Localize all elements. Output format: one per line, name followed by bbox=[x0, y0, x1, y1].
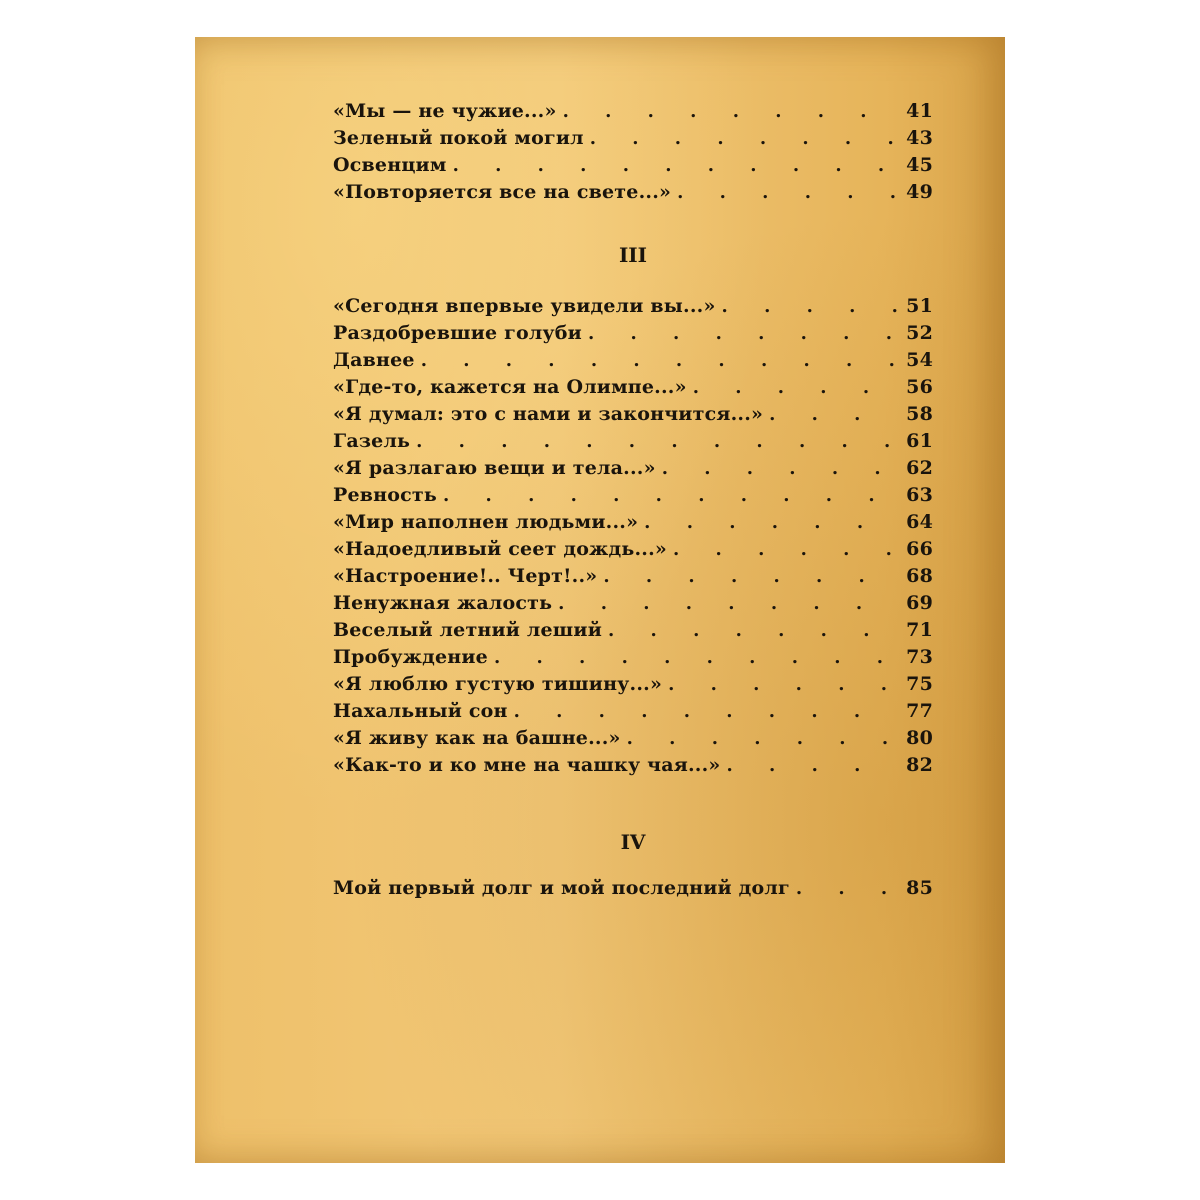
toc-entry-title: «Надоедливый сеет дождь...» bbox=[333, 538, 668, 560]
leader-dots bbox=[693, 377, 897, 398]
toc-entry-page: 64 bbox=[906, 511, 933, 533]
toc-entry bbox=[333, 619, 933, 646]
leader-dots bbox=[668, 674, 897, 695]
leader-dots bbox=[453, 155, 897, 176]
toc-entry-page: 62 bbox=[906, 457, 933, 479]
toc-entry-title: Раздобревшие голуби bbox=[333, 322, 582, 344]
toc-entry-page: 73 bbox=[906, 646, 933, 668]
leader-dots bbox=[722, 296, 897, 317]
toc-entry bbox=[333, 403, 933, 430]
toc-entry-page: 45 bbox=[906, 154, 933, 176]
toc-entry-title: «Сегодня впервые увидели вы...» bbox=[333, 295, 716, 317]
toc-entry-page: 82 bbox=[906, 754, 933, 776]
toc-entry-title: «Мы — не чужие...» bbox=[333, 100, 557, 122]
toc-entry bbox=[333, 322, 933, 349]
toc-entry-title: «Я живу как на башне...» bbox=[333, 727, 621, 749]
toc-entry bbox=[333, 877, 933, 904]
toc-entry-page: 56 bbox=[906, 376, 933, 398]
toc-entry bbox=[333, 592, 933, 619]
section-heading: IV bbox=[620, 830, 646, 854]
toc-entry-title: Веселый летний леший bbox=[333, 619, 603, 641]
toc-entry-page: 63 bbox=[906, 484, 933, 506]
toc-entry bbox=[333, 457, 933, 484]
toc-entry bbox=[333, 376, 933, 403]
toc-entry bbox=[333, 646, 933, 673]
toc-entry bbox=[333, 430, 933, 457]
leader-dots bbox=[514, 701, 897, 722]
leader-dots bbox=[769, 404, 897, 425]
leader-dots bbox=[494, 647, 897, 668]
toc-entry-page: 41 bbox=[906, 100, 933, 122]
leader-dots bbox=[563, 101, 897, 122]
toc-entry bbox=[333, 700, 933, 727]
toc-entry-page: 43 bbox=[906, 127, 933, 149]
toc-entry bbox=[333, 154, 933, 181]
toc-entry bbox=[333, 727, 933, 754]
toc-entry bbox=[333, 349, 933, 376]
toc-entry-title: Освенцим bbox=[333, 154, 447, 176]
toc-entry-title: Пробуждение bbox=[333, 646, 488, 668]
leader-dots bbox=[443, 485, 897, 506]
toc-entry-page: 54 bbox=[906, 349, 933, 371]
toc-entry-page: 66 bbox=[906, 538, 933, 560]
toc-entry-title: «Настроение!.. Черт!..» bbox=[333, 565, 598, 587]
toc-entry-title: Мой первый долг и мой последний долг bbox=[333, 877, 790, 899]
toc-entry-page: 71 bbox=[906, 619, 933, 641]
toc-entry-title: «Где-то, кажется на Олимпе...» bbox=[333, 376, 687, 398]
toc-entry-page: 49 bbox=[906, 181, 933, 203]
leader-dots bbox=[727, 755, 897, 776]
toc-entry bbox=[333, 538, 933, 565]
leader-dots bbox=[421, 350, 897, 371]
toc-entry-page: 52 bbox=[906, 322, 933, 344]
leader-dots bbox=[588, 323, 897, 344]
toc-entry-title: Ревность bbox=[333, 484, 437, 506]
toc-entry-page: 58 bbox=[906, 403, 933, 425]
leader-dots bbox=[558, 593, 897, 614]
toc-entry-page: 61 bbox=[906, 430, 933, 452]
section-heading: III bbox=[618, 243, 648, 267]
toc-entry-page: 69 bbox=[906, 592, 933, 614]
leader-dots bbox=[662, 458, 897, 479]
toc-entry-title: «Повторяется все на свете...» bbox=[333, 181, 672, 203]
leader-dots bbox=[644, 512, 897, 533]
toc-entry-title: Нахальный сон bbox=[333, 700, 508, 722]
toc-entry bbox=[333, 484, 933, 511]
leader-dots bbox=[590, 128, 897, 149]
leader-dots bbox=[627, 728, 897, 749]
toc-entry-page: 68 bbox=[906, 565, 933, 587]
toc-entry-title: «Я люблю густую тишину...» bbox=[333, 673, 663, 695]
toc-entry-title: Давнее bbox=[333, 349, 415, 371]
book-page bbox=[195, 37, 1005, 1163]
toc-entry bbox=[333, 673, 933, 700]
leader-dots bbox=[416, 431, 897, 452]
toc-entry-title: «Мир наполнен людьми...» bbox=[333, 511, 639, 533]
leader-dots bbox=[673, 539, 897, 560]
toc-entry-page: 75 bbox=[906, 673, 933, 695]
toc-entry-title: «Я разлагаю вещи и тела...» bbox=[333, 457, 656, 479]
toc-entry-title: «Как-то и ко мне на чашку чая...» bbox=[333, 754, 721, 776]
toc-entry bbox=[333, 295, 933, 322]
toc-entry-page: 85 bbox=[906, 877, 933, 899]
toc-entry-title: Зеленый покой могил bbox=[333, 127, 584, 149]
toc-entry bbox=[333, 127, 933, 154]
toc-entry bbox=[333, 100, 933, 127]
leader-dots bbox=[603, 566, 897, 587]
leader-dots bbox=[796, 878, 897, 899]
toc-entry-title: Ненужная жалость bbox=[333, 592, 553, 614]
toc-entry bbox=[333, 565, 933, 592]
leader-dots bbox=[677, 182, 897, 203]
toc-entry-title: «Я думал: это с нами и закончится...» bbox=[333, 403, 764, 425]
toc-entry-page: 80 bbox=[906, 727, 933, 749]
toc-entry-page: 51 bbox=[906, 295, 933, 317]
leader-dots bbox=[608, 620, 897, 641]
toc-entry bbox=[333, 181, 933, 208]
toc-entry bbox=[333, 511, 933, 538]
toc-entry-title: Газель bbox=[333, 430, 411, 452]
toc-entry bbox=[333, 754, 933, 781]
toc-entry-page: 77 bbox=[906, 700, 933, 722]
